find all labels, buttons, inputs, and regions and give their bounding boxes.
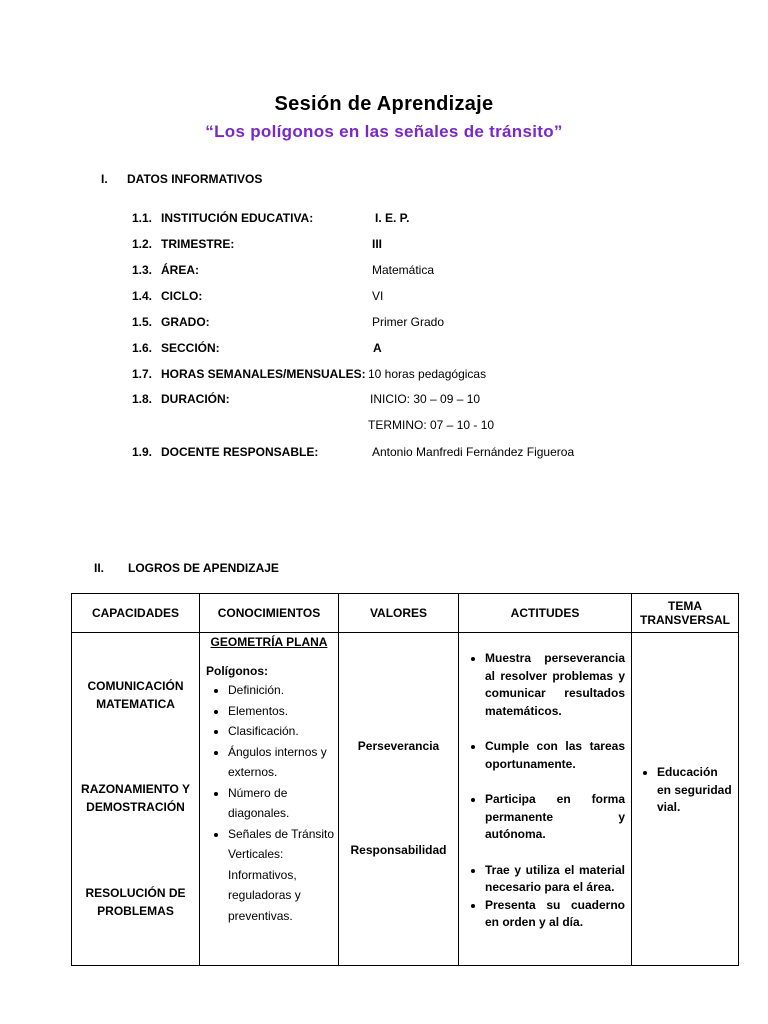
list-item: • Clasificación. — [228, 721, 338, 742]
info-row-seccion — [132, 341, 692, 359]
section-label: DATOS INFORMATIVOS — [127, 172, 263, 186]
info-value: TERMINO: 07 – 10 - 10 — [368, 418, 495, 432]
info-number: 1.3. — [132, 263, 153, 277]
info-value: VI — [372, 289, 384, 303]
info-number: 1.7. — [132, 367, 153, 381]
info-value: I. E. P. — [375, 211, 410, 225]
info-row-institucion — [132, 211, 692, 229]
info-key: DURACIÓN: — [161, 392, 230, 406]
actitudes-list — [459, 650, 631, 932]
list-item: • Definición. — [228, 680, 338, 701]
info-key: DOCENTE RESPONSABLE: — [161, 445, 319, 459]
header-actitudes: ACTITUDES — [459, 594, 632, 633]
tema-cell — [632, 633, 739, 966]
section-number: II. — [94, 561, 105, 575]
list-item: • Número de diagonales. — [228, 783, 338, 824]
list-item: • Ángulos internos y externos. — [228, 742, 338, 783]
info-value: Matemática — [372, 263, 435, 277]
capacidad-line2: PROBLEMAS — [97, 904, 174, 918]
capacidad-line1: COMUNICACIÓN — [87, 679, 184, 693]
document-title: Sesión de Aprendizaje — [274, 93, 494, 115]
list-item: • Muestra perseverancia al resolver problemas y comunicar resultados matemáticos. — [485, 650, 625, 720]
info-row-ciclo — [132, 289, 692, 307]
capacidad-line1: RAZONAMIENTO Y — [81, 782, 190, 796]
info-number: 1.5. — [132, 315, 153, 329]
header-capacidades: CAPACIDADES — [72, 594, 200, 633]
section-label: LOGROS DE APENDIZAJE — [128, 561, 279, 575]
info-number: 1.6. — [132, 341, 153, 355]
conocimientos-cell — [200, 633, 339, 966]
list-item: • Trae y utiliza el material necesario para el área. — [485, 862, 625, 897]
info-number: 1.8. — [132, 392, 153, 406]
list-item: • Educación en seguridad vial. — [657, 764, 732, 817]
table-header-row — [72, 594, 739, 633]
info-key: TRIMESTRE: — [161, 237, 235, 251]
info-number: 1.4. — [132, 289, 153, 303]
list-item: • Presenta su cuaderno en orden y al día. — [485, 897, 625, 932]
list-item: • Señales de Tránsito Verticales: Informativos, reguladoras y preventivas. — [228, 824, 338, 927]
list-item: • Elementos. — [228, 701, 338, 722]
tema-list — [632, 764, 738, 817]
info-value: Antonio Manfredi Fernández Figueroa — [372, 445, 575, 459]
info-value: A — [373, 341, 382, 355]
info-key: ÁREA: — [161, 263, 199, 277]
table-row — [72, 633, 739, 966]
capacidades-cell — [72, 633, 200, 966]
header-conocimientos: CONOCIMIENTOS — [200, 594, 339, 633]
info-value: 10 horas pedagógicas — [368, 367, 487, 381]
info-number: 1.9. — [132, 445, 153, 459]
info-row-termino — [132, 418, 692, 436]
list-item: • Participa en forma permanente y autónoma. — [485, 791, 625, 844]
conocimientos-title: GEOMETRÍA PLANA — [210, 635, 328, 649]
info-number: 1.1. — [132, 211, 153, 225]
info-row-horas — [132, 367, 692, 385]
valor-item: Perseverancia — [357, 739, 440, 753]
info-number: 1.2. — [132, 237, 153, 251]
info-row-grado — [132, 315, 692, 333]
info-value: III — [372, 237, 383, 251]
header-tema-line1: TEMA — [668, 599, 702, 613]
capacidad-item — [72, 677, 199, 713]
section-number: I. — [101, 172, 108, 186]
header-tema-line2: TRANSVERSAL — [639, 613, 730, 627]
capacidad-item — [72, 884, 199, 920]
document-subtitle: “Los polígonos en las señales de tránsito” — [205, 122, 563, 141]
conocimientos-list — [200, 680, 338, 926]
header-tema-transversal — [632, 594, 739, 633]
header-valores: VALORES — [339, 594, 459, 633]
info-key: INSTITUCIÓN EDUCATIVA: — [161, 211, 314, 225]
capacidad-line2: DEMOSTRACIÓN — [86, 800, 185, 814]
info-value: Primer Grado — [372, 315, 445, 329]
info-value: INICIO: 30 – 09 – 10 — [370, 392, 481, 406]
valores-cell — [339, 633, 459, 966]
info-key: CICLO: — [161, 289, 203, 303]
info-key: SECCIÓN: — [161, 341, 220, 355]
info-row-trimestre — [132, 237, 692, 255]
valor-item: Responsabilidad — [350, 843, 447, 857]
logros-table — [71, 593, 739, 966]
info-key: GRADO: — [161, 315, 210, 329]
capacidad-line1: RESOLUCIÓN DE — [85, 886, 186, 900]
info-row-area — [132, 263, 692, 281]
list-item: • Cumple con las tareas oportunamente. — [485, 738, 625, 773]
info-key: HORAS SEMANALES/MENSUALES: — [161, 367, 366, 381]
capacidad-item — [72, 780, 199, 816]
capacidad-line2: MATEMATICA — [96, 697, 175, 711]
info-row-docente — [132, 445, 692, 463]
actitudes-cell — [459, 633, 632, 966]
info-row-duracion — [132, 392, 692, 410]
conocimientos-subtitle: Polígonos: — [206, 664, 268, 678]
